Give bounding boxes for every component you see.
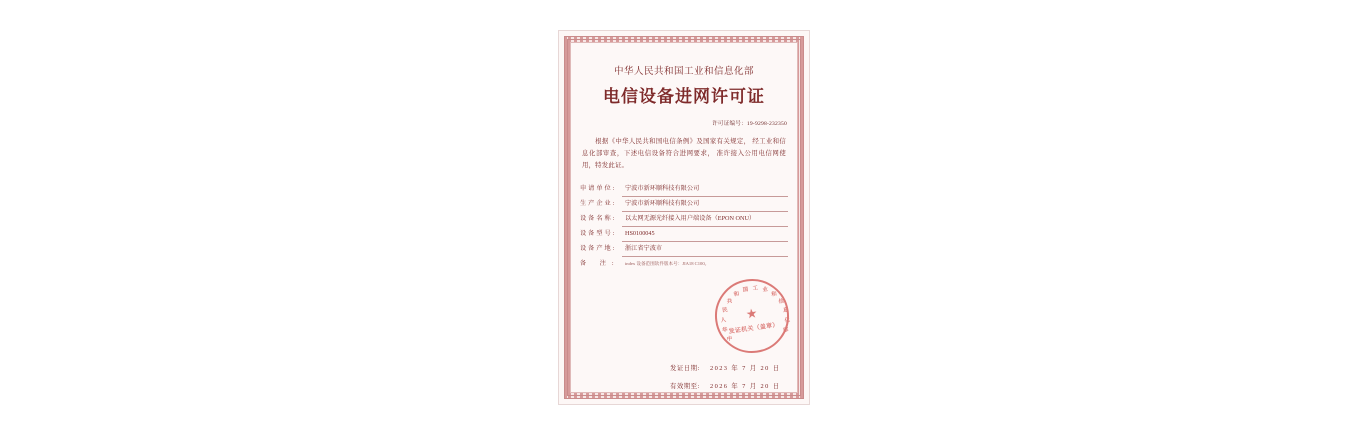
field-label: 生产企业: — [580, 199, 617, 207]
certificate-content — [575, 47, 793, 388]
field-row-applicant — [580, 183, 788, 198]
field-label: 设备型号: — [580, 229, 617, 237]
issue-date-value: 2023 年 7 月 20 日 — [710, 365, 781, 372]
seal-star-icon: ★ — [744, 305, 759, 322]
field-row-equipment-model — [580, 228, 788, 243]
field-list — [575, 183, 793, 273]
field-label: 设备名称: — [580, 214, 617, 222]
seal-ring-text: 中 华 人 民 共 和 国 工 业 和 信 息 化 部 — [720, 285, 791, 343]
issue-date-label: 发证日期: — [670, 365, 700, 372]
license-number — [575, 119, 793, 127]
field-label: 设备产地: — [580, 244, 617, 252]
license-number-value: 19-9298-232350 — [746, 121, 787, 127]
field-value: 浙江省宁波市 — [622, 243, 788, 257]
field-value: 宁波市新环顺科技有限公司 — [622, 183, 788, 197]
field-value: 宁波市新环顺科技有限公司 — [622, 198, 788, 212]
seal-center-text: 发证机关（盖章） — [728, 322, 780, 336]
field-label: 申请单位: — [580, 184, 617, 192]
official-seal — [710, 274, 794, 358]
field-row-origin — [580, 243, 788, 258]
body-line-3: 准许接入公用电信网使用，特发此证。 — [582, 149, 786, 169]
note-label: 备 注: — [580, 259, 620, 267]
issuing-authority: 中华人民共和国工业和信息化部 — [613, 67, 754, 77]
expiry-date-label: 有效期至: — [670, 383, 700, 390]
expiry-date-value: 2026 年 7 月 20 日 — [710, 383, 781, 390]
issue-date-row — [670, 363, 783, 372]
certificate-title: 电信设备进网许可证 — [603, 87, 765, 106]
field-row-equipment-name — [580, 213, 788, 228]
license-number-label: 许可证编号： — [712, 121, 747, 127]
telecom-network-access-license — [558, 30, 810, 405]
field-row-note — [580, 258, 788, 273]
field-value: 以太网无源光纤接入用户端设备（EPON ONU） — [622, 213, 788, 227]
body-line-1: 根据《中华人民共和国电信条例》及国家有关规定， — [595, 138, 751, 145]
certificate-body — [575, 136, 793, 172]
field-value: HS0100045 — [622, 228, 788, 242]
field-row-manufacturer — [580, 198, 788, 213]
note-value: index 设备范围软件版本号：JIA18 C100。 — [625, 260, 710, 266]
date-block — [670, 363, 783, 399]
expiry-date-row — [670, 381, 783, 390]
body-line-2: 经工业和信息化部审查，下述电信设备符合进网要求， — [582, 138, 786, 157]
